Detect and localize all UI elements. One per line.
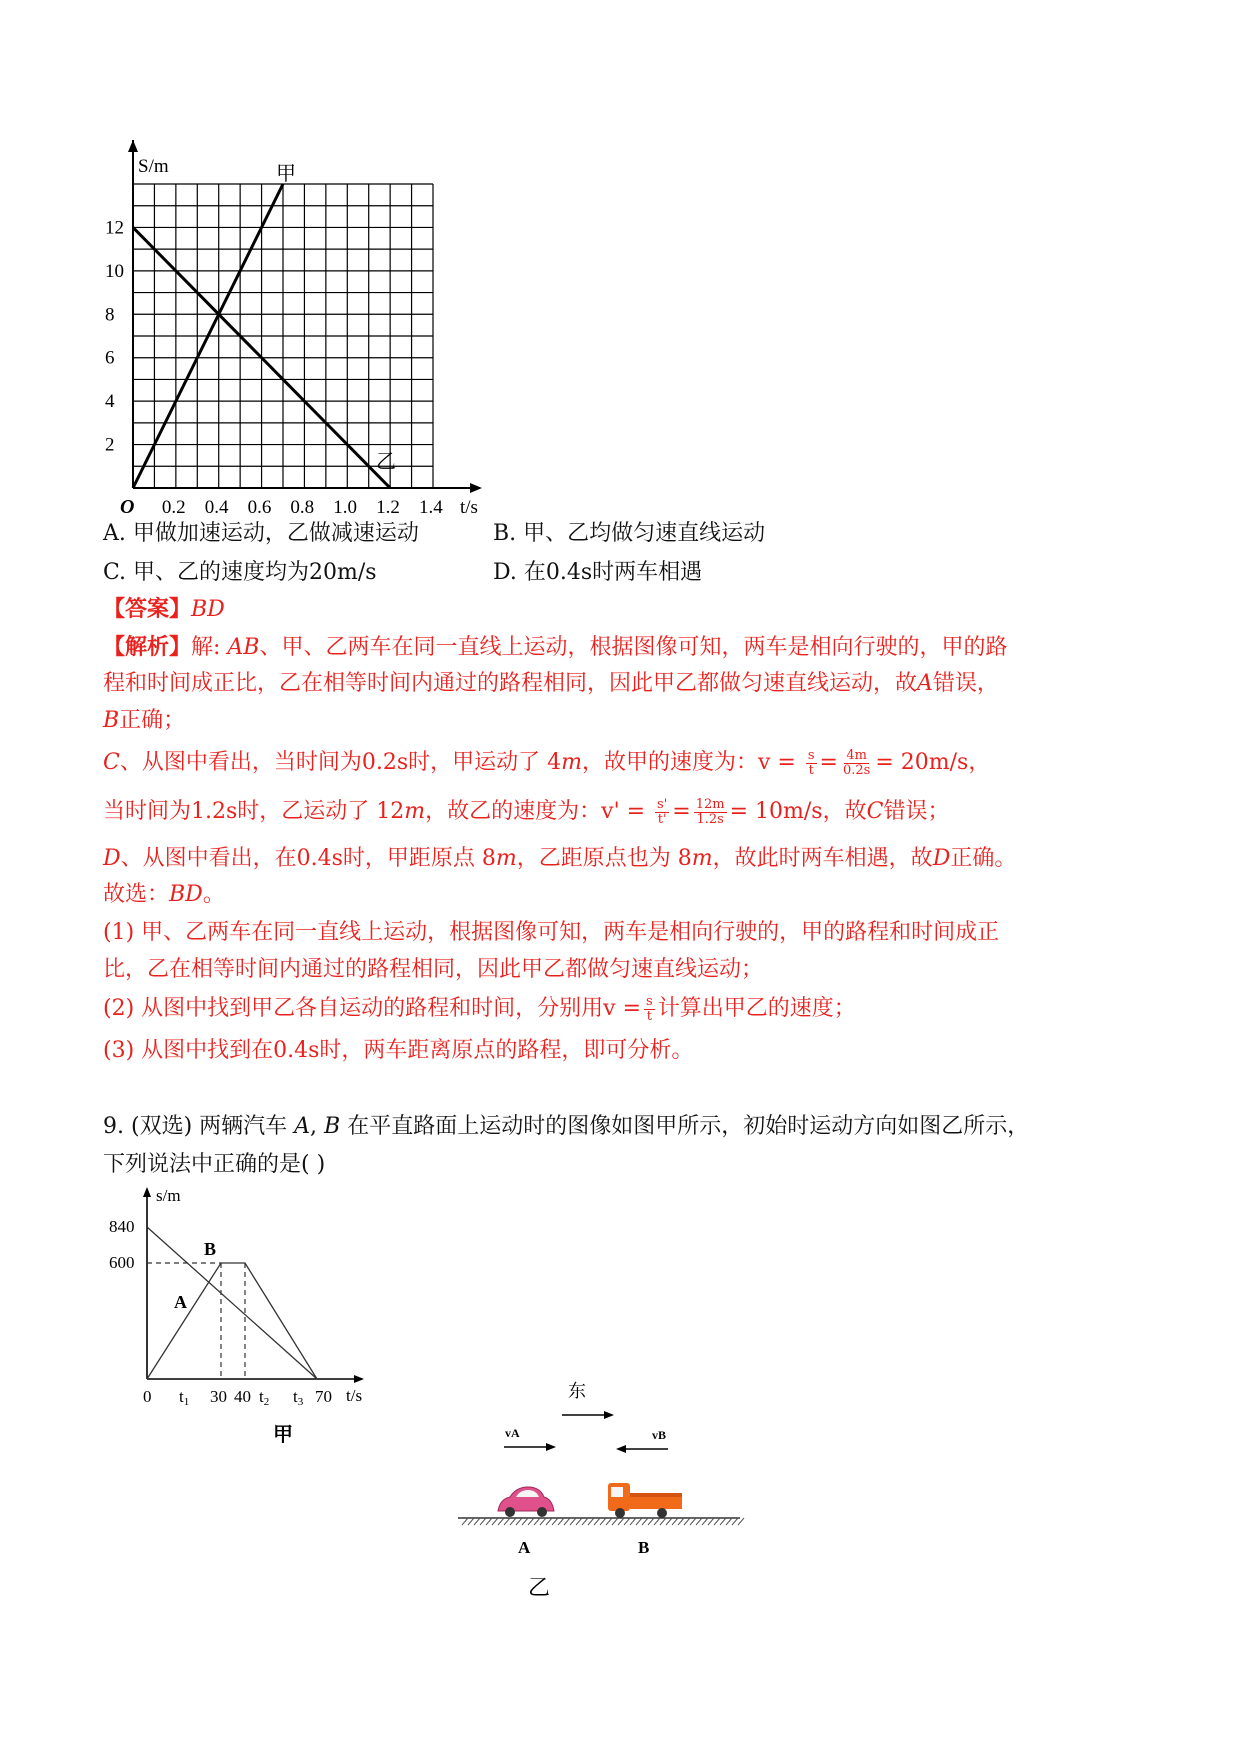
road-hatch-line xyxy=(672,1518,678,1525)
analysis-italic: AB xyxy=(227,635,260,660)
road-hatch-line xyxy=(648,1518,654,1525)
road-hatch-line xyxy=(552,1518,558,1525)
road-hatch-line xyxy=(510,1518,516,1525)
y-tick-label: 10 xyxy=(105,260,124,282)
fraction: $\frac{12m}{1.2s}$ xyxy=(695,796,725,827)
analysis-italic: m xyxy=(495,846,517,871)
analysis-italic: m xyxy=(404,799,426,824)
analysis-text: 解: xyxy=(191,635,228,660)
analysis-point-2 xyxy=(103,994,856,1024)
y-tick-label: 8 xyxy=(105,304,115,326)
analysis-italic: C xyxy=(866,799,884,824)
road-hatch-line xyxy=(660,1518,666,1525)
road-hatch-line xyxy=(540,1518,546,1525)
road-hatch-line xyxy=(486,1518,492,1525)
graph-1-label-yi: 乙 xyxy=(376,451,396,473)
y-tick-label: 6 xyxy=(105,347,115,369)
car-a-label: A xyxy=(518,1538,531,1557)
question-text: , xyxy=(310,1114,325,1139)
analysis-point-1b: 比，乙在相等时间内通过的路程相同，因此甲乙都做匀速直线运动； xyxy=(103,957,764,982)
road-hatch-line xyxy=(498,1518,504,1525)
x-tick-label: 0.6 xyxy=(247,497,272,518)
road-hatch-line xyxy=(708,1518,714,1525)
x-tick-label: 0.2 xyxy=(161,497,186,518)
answer-line xyxy=(103,594,225,625)
analysis-text: 、从图中看出，在0.4s时，甲距原点 8 xyxy=(120,846,496,871)
graph-1-x-label: t/s xyxy=(460,497,478,518)
road-hatch-line xyxy=(714,1518,720,1525)
road-hatch-line xyxy=(492,1518,498,1525)
road-hatch-line xyxy=(576,1518,582,1525)
analysis-text: 正确。 xyxy=(950,846,1017,871)
analysis-label: 【解析】 xyxy=(103,634,192,660)
road-hatching xyxy=(462,1518,744,1525)
question-italic: B xyxy=(324,1114,341,1139)
graph-2-label-a: A xyxy=(174,1292,187,1312)
road-hatch-line xyxy=(534,1518,540,1525)
analysis-text: ，故此时两车相遇，故 xyxy=(712,846,933,871)
option-a: A. 甲做加速运动，乙做减速运动 xyxy=(103,521,419,546)
graph-1-label-jia: 甲 xyxy=(276,163,296,185)
road-hatch-line xyxy=(504,1518,510,1525)
equals: = xyxy=(672,799,691,824)
road-hatch-line xyxy=(684,1518,690,1525)
road-hatch-line xyxy=(570,1518,576,1525)
analysis-line-7 xyxy=(103,880,225,910)
analysis-text: = 20m/s， xyxy=(875,750,991,775)
graph-2-x-30: 30 xyxy=(210,1387,227,1406)
graph-1 xyxy=(100,140,540,570)
analysis-text: ，故乙的速度为：v' = xyxy=(425,799,646,824)
x-tick-label: 0.8 xyxy=(290,497,315,518)
graph-2-x-70: 70 xyxy=(315,1387,332,1406)
graph-2-x-40: 40 xyxy=(234,1387,251,1406)
va-label: vA xyxy=(505,1426,520,1440)
fraction: $\frac{4m}{0.2s}$ xyxy=(842,747,871,778)
graph-2-x-label: t/s xyxy=(346,1386,363,1405)
question-9-line-1 xyxy=(103,1112,1029,1142)
question-italic: A xyxy=(294,1114,311,1139)
analysis-line-2 xyxy=(103,669,999,699)
x-tick-label: 1.0 xyxy=(333,497,358,518)
graph-2-x-t1: t1 xyxy=(179,1387,190,1408)
analysis-italic: D xyxy=(103,846,121,871)
analysis-line-1 xyxy=(103,632,1008,663)
road-hatch-line xyxy=(630,1518,636,1525)
road-hatch-line xyxy=(690,1518,696,1525)
graph-1-origin: O xyxy=(120,496,135,518)
road-hatch-line xyxy=(624,1518,630,1525)
road-hatch-line xyxy=(474,1518,480,1525)
road-hatch-line xyxy=(666,1518,672,1525)
analysis-line-4 xyxy=(103,748,990,778)
road-hatch-line xyxy=(612,1518,618,1525)
analysis-point-1a: (1) 甲、乙两车在同一直线上运动，根据图像可知，两车是相向行驶的，甲的路程和时间成正 xyxy=(103,920,1000,945)
road-hatch-line xyxy=(594,1518,600,1525)
analysis-text: 、从图中看出，当时间为0.2s时，甲运动了 4 xyxy=(119,750,562,775)
road-hatch-line xyxy=(462,1518,468,1525)
graph-2-line-b xyxy=(147,1263,317,1379)
road-hatch-line xyxy=(696,1518,702,1525)
road-hatch-line xyxy=(480,1518,486,1525)
road-hatch-line xyxy=(528,1518,534,1525)
graph-2-x-t2: t2 xyxy=(259,1387,270,1408)
graph-1-grid xyxy=(133,184,433,488)
road-hatch-line xyxy=(702,1518,708,1525)
vb-label: vB xyxy=(652,1428,667,1442)
graph-2-x-t3: t3 xyxy=(293,1387,304,1408)
analysis-italic: m xyxy=(691,846,713,871)
analysis-text: (2) 从图中找到甲乙各自运动的路程和时间，分别用v = xyxy=(103,996,642,1021)
analysis-text: 错误， xyxy=(932,671,999,696)
road-hatch-line xyxy=(588,1518,594,1525)
answer-value: BD xyxy=(191,597,225,622)
road-hatch-line xyxy=(546,1518,552,1525)
fraction: $\frac{s'}{t'}$ xyxy=(657,796,668,827)
truck-b-icon xyxy=(608,1483,682,1518)
graph-2-caption: 甲 xyxy=(273,1424,293,1443)
road-hatch-line xyxy=(678,1518,684,1525)
analysis-text: 、甲、乙两车在同一直线上运动，根据图像可知，两车是相向行驶的，甲的路 xyxy=(259,635,1008,660)
graph-2-y-600: 600 xyxy=(109,1253,135,1272)
road-hatch-line xyxy=(522,1518,528,1525)
road-hatch-line xyxy=(600,1518,606,1525)
x-tick-label: 1.2 xyxy=(376,497,400,518)
analysis-text: 程和时间成正比，乙在相等时间内通过的路程相同，因此甲乙都做匀速直线运动，故 xyxy=(103,671,918,696)
graph-1-y-ticks xyxy=(105,217,124,455)
analysis-text: 故选： xyxy=(103,882,170,907)
road-hatch-line xyxy=(468,1518,474,1525)
analysis-text: 错误； xyxy=(883,799,950,824)
graph-2-y-840: 840 xyxy=(109,1217,135,1236)
road-hatch-line xyxy=(564,1518,570,1525)
analysis-italic: BD xyxy=(169,882,203,907)
car-a-icon xyxy=(498,1487,554,1517)
equals: = xyxy=(819,750,838,775)
road-hatch-line xyxy=(558,1518,564,1525)
analysis-text: 。 xyxy=(202,882,225,907)
analysis-text: 正确； xyxy=(119,708,186,733)
analysis-italic: m xyxy=(561,750,582,775)
y-tick-label: 4 xyxy=(105,391,115,413)
road-hatch-line xyxy=(720,1518,726,1525)
answer-label: 【答案】 xyxy=(103,596,192,622)
analysis-line-5 xyxy=(103,797,949,827)
road-hatch-line xyxy=(606,1518,612,1525)
road-hatch-line xyxy=(582,1518,588,1525)
analysis-line-6 xyxy=(103,844,1016,874)
analysis-point-3: (3) 从图中找到在0.4s时，两车距离原点的路程，即可分析。 xyxy=(103,1038,694,1063)
analysis-text: ，故甲的速度为：v = xyxy=(582,750,796,775)
east-label: 东 xyxy=(568,1381,586,1401)
graph-1-y-label: S/m xyxy=(138,156,169,177)
analysis-italic: D xyxy=(932,846,951,871)
car-b-label: B xyxy=(638,1538,650,1557)
scene-figure xyxy=(450,1375,790,1605)
analysis-text: 当时间为1.2s时，乙运动了 12 xyxy=(103,799,405,824)
option-b: B. 甲、乙均做匀速直线运动 xyxy=(493,521,766,546)
road-hatch-line xyxy=(642,1518,648,1525)
analysis-line-3 xyxy=(103,706,185,736)
road-hatch-line xyxy=(636,1518,642,1525)
analysis-italic: A xyxy=(917,671,933,696)
analysis-text: ，乙距原点也为 8 xyxy=(516,846,692,871)
graph-2-y-label: s/m xyxy=(156,1186,181,1205)
scene-caption: 乙 xyxy=(528,1575,551,1600)
analysis-italic: B xyxy=(103,708,120,733)
road-hatch-line xyxy=(654,1518,660,1525)
analysis-text: = 10m/s，故 xyxy=(729,799,867,824)
graph-2-x-0: 0 xyxy=(143,1387,152,1406)
y-tick-label: 12 xyxy=(105,217,124,239)
road-hatch-line xyxy=(732,1518,738,1525)
road-hatch-line xyxy=(738,1518,744,1525)
road-hatch-line xyxy=(618,1518,624,1525)
y-tick-label: 2 xyxy=(105,434,115,456)
graph-2-line-a xyxy=(147,1227,317,1379)
analysis-italic: C xyxy=(103,750,120,775)
road-hatch-line xyxy=(516,1518,522,1525)
road-hatch-line xyxy=(726,1518,732,1525)
fraction: $\frac{s}{t}$ xyxy=(646,993,653,1024)
question-9-line-2: 下列说法中正确的是( ) xyxy=(103,1152,326,1177)
graph-1-x-ticks xyxy=(162,497,443,518)
graph-2 xyxy=(100,1183,390,1443)
question-text: 9. (双选) 两辆汽车 xyxy=(103,1114,295,1139)
x-tick-label: 0.4 xyxy=(204,497,229,518)
fraction: $\frac{s}{t}$ xyxy=(807,747,815,778)
graph-2-label-b: B xyxy=(204,1239,217,1259)
x-tick-label: 1.4 xyxy=(419,497,443,518)
analysis-text: 计算出甲乙的速度； xyxy=(657,996,856,1021)
question-text: 在平直路面上运动时的图像如图甲所示，初始时运动方向如图乙所示， xyxy=(340,1114,1030,1139)
option-d: D. 在0.4s时两车相遇 xyxy=(493,560,703,585)
option-c: C. 甲、乙的速度均为20m/s xyxy=(103,560,377,585)
